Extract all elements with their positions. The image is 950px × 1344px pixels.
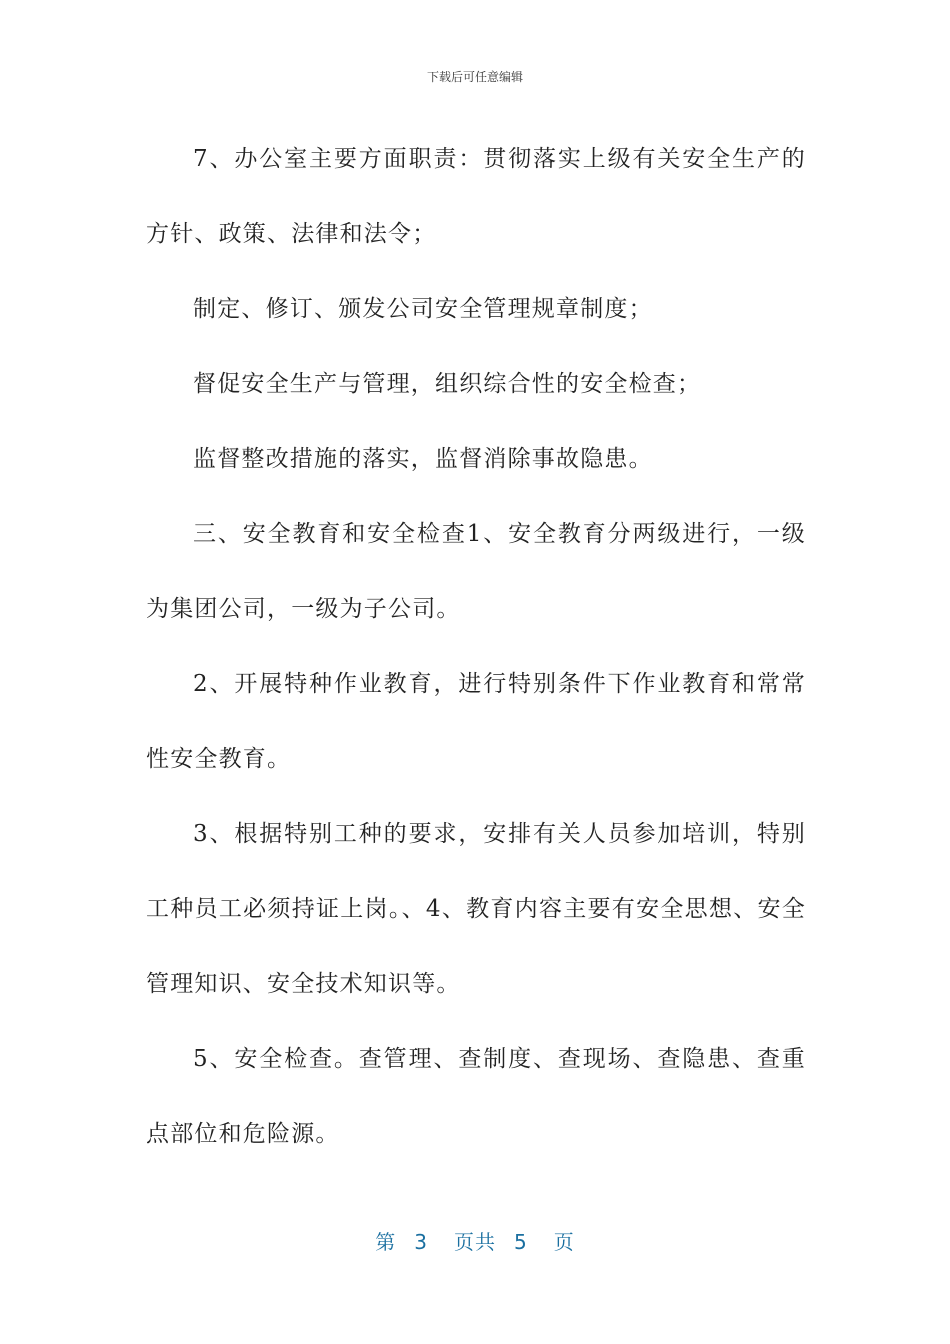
paragraph: 5、安全检查。查管理、查制度、查现场、查隐患、查重点部位和危险源。 (146, 1046, 806, 1147)
total-pages-number: 5 (514, 1230, 528, 1254)
document-body (146, 122, 806, 1172)
paragraph: 2、开展特种作业教育，进行特别条件下作业教育和常常性安全教育。 (146, 671, 806, 772)
paragraph: 三、安全教育和安全检查1、安全教育分两级进行，一级为集团公司，一级为子公司。 (146, 521, 806, 622)
current-page-number: 3 (414, 1230, 428, 1254)
footer-middle: 页共 (454, 1230, 496, 1254)
paragraph: 7、办公室主要方面职责：贯彻落实上级有关安全生产的方针、政策、法律和法令； (146, 146, 806, 247)
paragraph: 3、根据特别工种的要求，安排有关人员参加培训，特别工种员工必须持证上岗。、4、教育内容主要有安全思想、安全管理知识、安全技术知识等。 (146, 821, 806, 997)
page-footer (0, 1226, 950, 1255)
paragraph: 制定、修订、颁发公司安全管理规章制度； (193, 296, 653, 322)
header-note: 下载后可任意编辑 (426, 70, 523, 84)
paragraph: 监督整改措施的落实，监督消除事故隐患。 (193, 446, 653, 472)
footer-suffix: 页 (553, 1230, 575, 1254)
paragraph: 督促安全生产与管理，组织综合性的安全检查； (193, 371, 702, 397)
footer-prefix: 第 (375, 1230, 397, 1254)
